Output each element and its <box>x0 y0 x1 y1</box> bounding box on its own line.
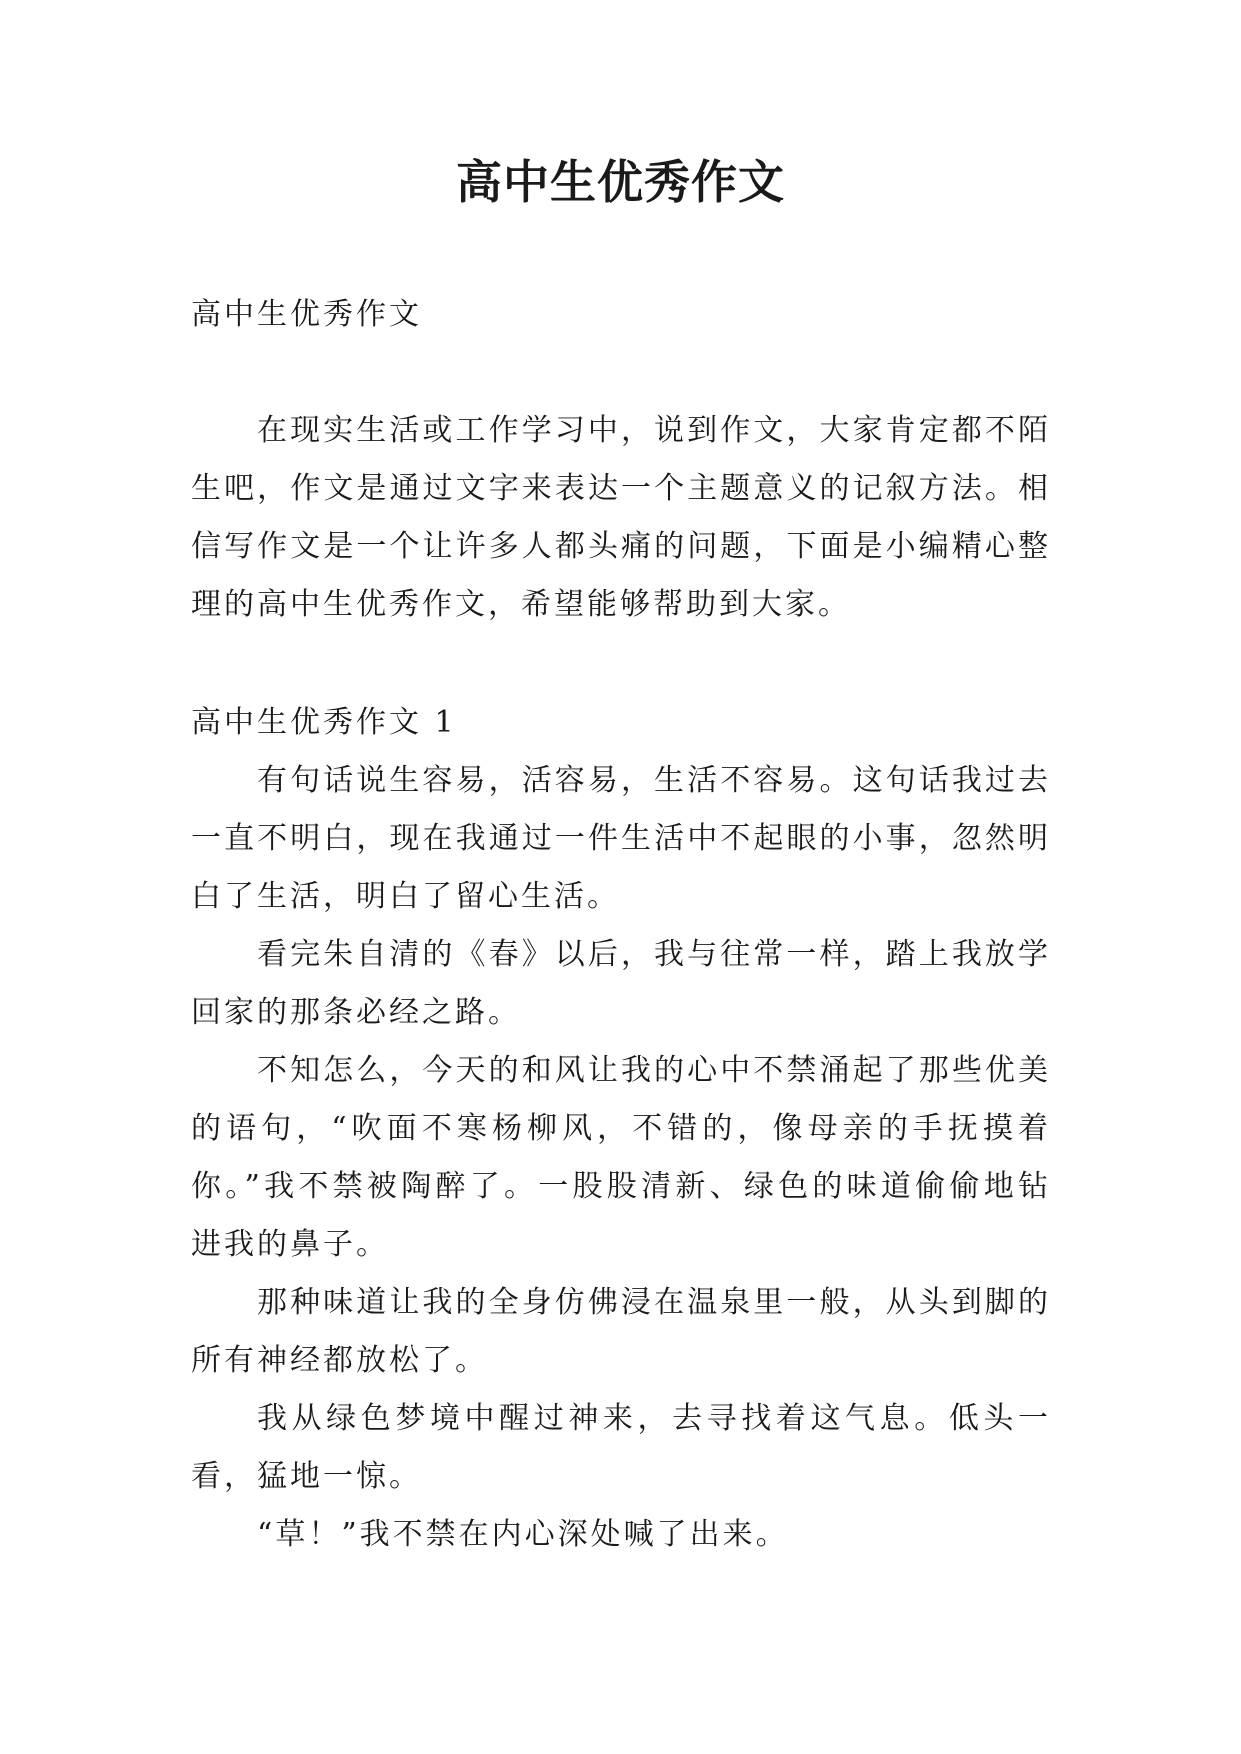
essay-paragraph: 那种味道让我的全身仿佛浸在温泉里一般，从头到脚的所有神经都放松了。 <box>191 1285 1051 1378</box>
intro-paragraph: 在现实生活或工作学习中，说到作文，大家肯定都不陌生吧，作文是通过文字来表达一个主题意义的记叙方法。相信写作文是一个让许多人都头痛的问题，下面是小编精心整理的高中生优秀作文，希望能够帮助到大家。 <box>191 413 1051 622</box>
essay-paragraph: 我从绿色梦境中醒过神来，去寻找着这气息。低头一看，猛地一惊。 <box>191 1401 1051 1494</box>
essay-paragraph: 不知怎么，今天的和风让我的心中不禁涌起了那些优美的语句，“吹面不寒杨柳风，不错的，像母亲的手抚摸着你。”我不禁被陶醉了。一股股清新、绿色的味道偷偷地钻进我的鼻子。 <box>191 1053 1051 1262</box>
section-heading: 高中生优秀作文 1 <box>191 705 457 740</box>
essay-body <box>191 752 1051 1564</box>
document-title: 高中生优秀作文 <box>456 155 785 209</box>
essay-paragraph: “草！”我不禁在内心深处喊了出来。 <box>257 1517 789 1552</box>
document-subtitle: 高中生优秀作文 <box>191 297 422 332</box>
essay-paragraph: 有句话说生容易，活容易，生活不容易。这句话我过去一直不明白，现在我通过一件生活中不起眼的小事，忽然明白了生活，明白了留心生活。 <box>191 763 1051 914</box>
essay-paragraph: 看完朱自清的《春》以后，我与往常一样，踏上我放学回家的那条必经之路。 <box>191 937 1051 1030</box>
